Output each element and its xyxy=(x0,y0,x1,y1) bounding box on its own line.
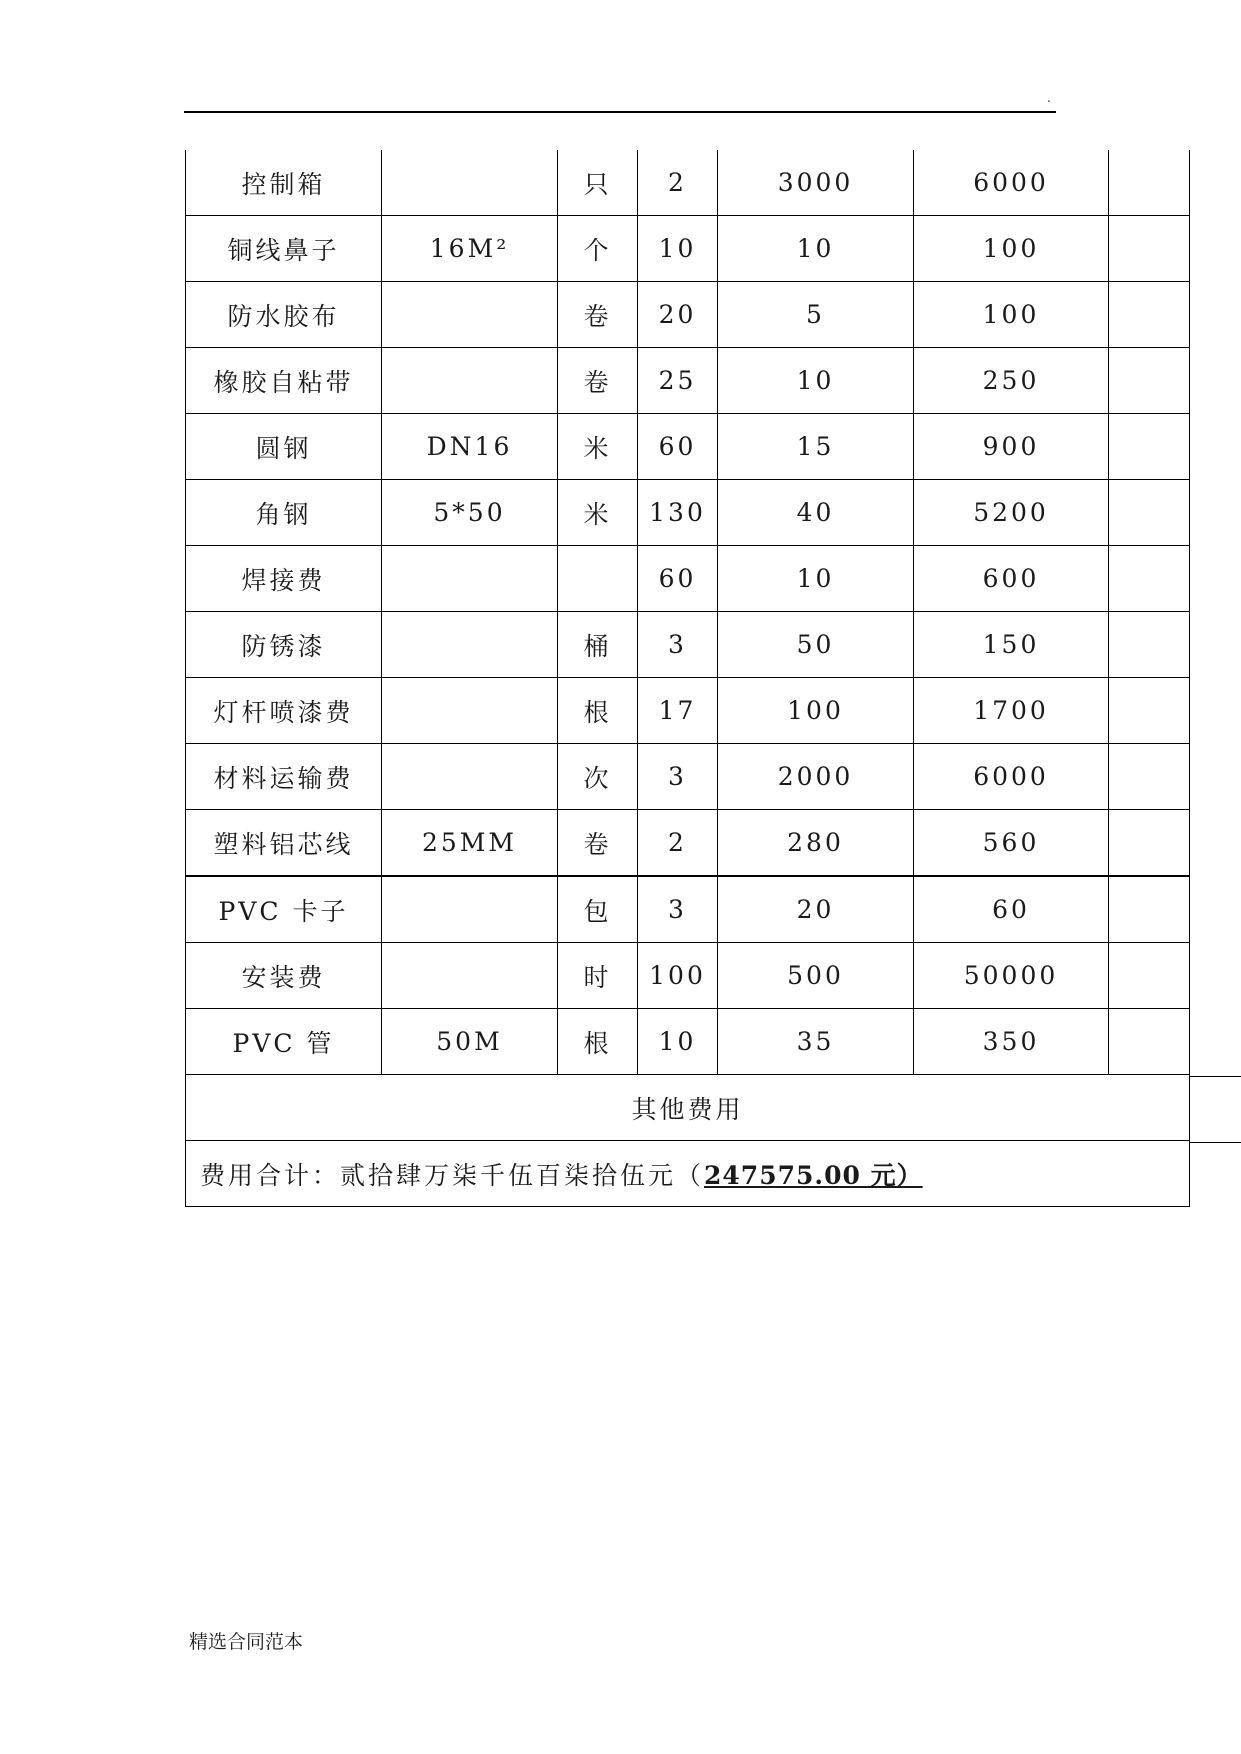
item-spec xyxy=(382,348,558,414)
item-spec xyxy=(382,546,558,612)
total-amount: 247575.00 元） xyxy=(704,1160,923,1190)
table-row xyxy=(186,678,1190,744)
footer-text: 精选合同范本 xyxy=(189,1631,304,1653)
item-amount: 150 xyxy=(914,612,1109,678)
item-amount: 6000 xyxy=(914,150,1109,216)
cost-table xyxy=(185,150,1190,1207)
total-label: 费用合计：贰拾肆万柒千伍百柒拾伍元（ xyxy=(200,1160,705,1190)
table-row xyxy=(186,414,1190,480)
item-price: 20 xyxy=(718,876,914,943)
item-price: 10 xyxy=(718,216,914,282)
item-qty: 20 xyxy=(638,282,718,348)
item-note xyxy=(1109,414,1190,480)
item-spec: 16M² xyxy=(382,216,558,282)
item-amount: 6000 xyxy=(914,744,1109,810)
item-qty: 3 xyxy=(638,744,718,810)
item-spec: 25MM xyxy=(382,810,558,877)
item-qty: 2 xyxy=(638,150,718,216)
item-name: PVC 管 xyxy=(186,1009,382,1075)
item-unit: 只 xyxy=(558,150,638,216)
item-spec: DN16 xyxy=(382,414,558,480)
item-spec xyxy=(382,744,558,810)
header-dot: . xyxy=(1047,91,1051,105)
total-row xyxy=(186,1141,1190,1207)
item-name: 材料运输费 xyxy=(186,744,382,810)
table-row xyxy=(186,876,1190,943)
item-qty: 10 xyxy=(638,1009,718,1075)
item-unit: 根 xyxy=(558,1009,638,1075)
table-row xyxy=(186,612,1190,678)
item-name: 橡胶自粘带 xyxy=(186,348,382,414)
item-name: PVC 卡子 xyxy=(186,876,382,943)
item-note xyxy=(1109,876,1190,943)
item-amount: 5200 xyxy=(914,480,1109,546)
item-price: 100 xyxy=(718,678,914,744)
table-row xyxy=(186,546,1190,612)
item-amount: 350 xyxy=(914,1009,1109,1075)
item-note xyxy=(1109,216,1190,282)
item-unit: 包 xyxy=(558,876,638,943)
item-amount: 50000 xyxy=(914,943,1109,1009)
item-qty: 60 xyxy=(638,414,718,480)
item-note xyxy=(1109,1009,1190,1075)
item-qty: 60 xyxy=(638,546,718,612)
item-qty: 10 xyxy=(638,216,718,282)
item-unit: 米 xyxy=(558,480,638,546)
item-note xyxy=(1109,810,1190,877)
other-fees-row xyxy=(186,1075,1190,1141)
item-qty: 3 xyxy=(638,876,718,943)
table-extension-line xyxy=(1189,1076,1241,1077)
item-price: 500 xyxy=(718,943,914,1009)
item-spec xyxy=(382,876,558,943)
other-fees-label: 其他费用 xyxy=(186,1075,1190,1141)
item-note xyxy=(1109,282,1190,348)
table-row xyxy=(186,1009,1190,1075)
item-name: 铜线鼻子 xyxy=(186,216,382,282)
item-price: 50 xyxy=(718,612,914,678)
item-amount: 1700 xyxy=(914,678,1109,744)
item-name: 灯杆喷漆费 xyxy=(186,678,382,744)
item-price: 10 xyxy=(718,546,914,612)
item-name: 防水胶布 xyxy=(186,282,382,348)
item-note xyxy=(1109,150,1190,216)
item-unit: 个 xyxy=(558,216,638,282)
item-unit: 时 xyxy=(558,943,638,1009)
total-cell xyxy=(186,1141,1190,1207)
item-amount: 100 xyxy=(914,216,1109,282)
item-unit: 卷 xyxy=(558,348,638,414)
item-spec: 5*50 xyxy=(382,480,558,546)
item-amount: 600 xyxy=(914,546,1109,612)
item-amount: 60 xyxy=(914,876,1109,943)
item-qty: 130 xyxy=(638,480,718,546)
item-qty: 25 xyxy=(638,348,718,414)
item-price: 35 xyxy=(718,1009,914,1075)
item-note xyxy=(1109,546,1190,612)
item-spec xyxy=(382,150,558,216)
item-name: 塑料铝芯线 xyxy=(186,810,382,877)
item-qty: 100 xyxy=(638,943,718,1009)
item-qty: 2 xyxy=(638,810,718,877)
item-spec xyxy=(382,282,558,348)
item-note xyxy=(1109,744,1190,810)
item-spec xyxy=(382,612,558,678)
item-name: 圆钢 xyxy=(186,414,382,480)
table-row xyxy=(186,943,1190,1009)
item-name: 角钢 xyxy=(186,480,382,546)
item-spec: 50M xyxy=(382,1009,558,1075)
table-row xyxy=(186,810,1190,877)
item-name: 控制箱 xyxy=(186,150,382,216)
item-amount: 100 xyxy=(914,282,1109,348)
item-price: 10 xyxy=(718,348,914,414)
item-unit: 卷 xyxy=(558,810,638,877)
item-unit: 根 xyxy=(558,678,638,744)
table-extension-line xyxy=(1189,1142,1241,1143)
item-name: 防锈漆 xyxy=(186,612,382,678)
item-price: 280 xyxy=(718,810,914,877)
item-note xyxy=(1109,678,1190,744)
item-qty: 3 xyxy=(638,612,718,678)
item-name: 焊接费 xyxy=(186,546,382,612)
item-price: 2000 xyxy=(718,744,914,810)
item-amount: 900 xyxy=(914,414,1109,480)
item-price: 15 xyxy=(718,414,914,480)
table-row xyxy=(186,480,1190,546)
header-rule xyxy=(184,111,1056,113)
item-unit: 次 xyxy=(558,744,638,810)
item-price: 3000 xyxy=(718,150,914,216)
item-unit xyxy=(558,546,638,612)
item-amount: 560 xyxy=(914,810,1109,877)
item-unit: 卷 xyxy=(558,282,638,348)
table-row xyxy=(186,150,1190,216)
item-note xyxy=(1109,480,1190,546)
table-row xyxy=(186,216,1190,282)
item-name: 安装费 xyxy=(186,943,382,1009)
item-spec xyxy=(382,678,558,744)
item-note xyxy=(1109,612,1190,678)
table-row xyxy=(186,282,1190,348)
item-unit: 桶 xyxy=(558,612,638,678)
item-amount: 250 xyxy=(914,348,1109,414)
table-row xyxy=(186,744,1190,810)
item-spec xyxy=(382,943,558,1009)
item-qty: 17 xyxy=(638,678,718,744)
table-row xyxy=(186,348,1190,414)
item-price: 40 xyxy=(718,480,914,546)
item-price: 5 xyxy=(718,282,914,348)
item-note xyxy=(1109,348,1190,414)
item-note xyxy=(1109,943,1190,1009)
cost-table-body xyxy=(186,150,1190,1207)
item-unit: 米 xyxy=(558,414,638,480)
